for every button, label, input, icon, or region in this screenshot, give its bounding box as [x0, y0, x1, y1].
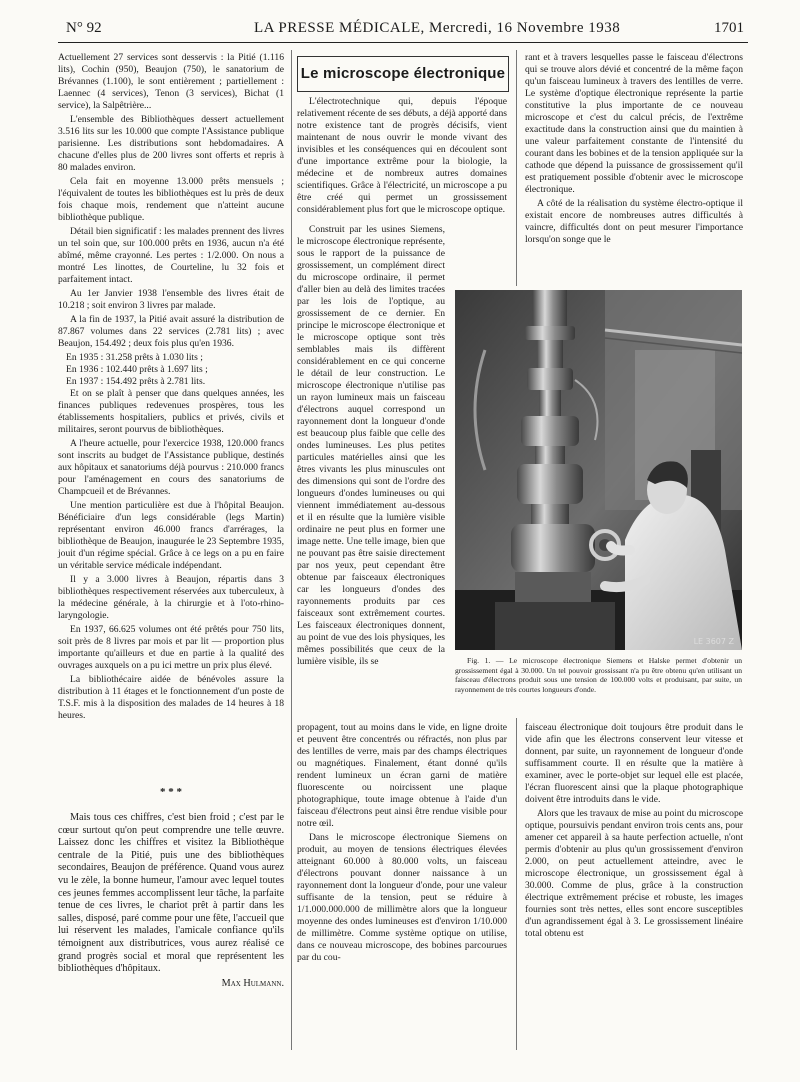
section-separator: * * *	[160, 786, 182, 798]
issue-number: N° 92	[66, 20, 102, 36]
figure-caption	[455, 656, 742, 694]
loans-1935: En 1935 : 31.258 prêts à 1.030 lits ;	[66, 352, 203, 363]
article-title: Le microscope électronique	[300, 65, 506, 82]
caption-text: Fig. 1. — Le microscope électronique Siemens et Halske permet d'obtenir un grossissement égal à 30.000. Un tel pouvoir grossissant n'a pu être obtenu qu'en utilisant un faisceau d'électrons produit sous une tension de 100.000 volts et produisant, par suite, un rayonnement de très courtes longueurs d'onde.	[455, 656, 742, 694]
photo-stamp: LE 3607 Z	[693, 637, 734, 646]
body-paragraph: Construit par les usines Siemens, le microscope électronique représente, sous le rapport de la puissance de grossissement, un complément direct du microscope ordinaire, il permet d'aller bien au delà des limites tracées par les lois de l'optique, au grossissement de ce dernier. En principe le microscope électronique et le microscope optique sont très semblables mais ils diffèrent considérablement en ce qui concerne le détail de leur construction. Le microscope électronique n'utilise pas un rayon lumineux mais un faisceau d'électrons auquel correspond un rayonnement dont la longueur d'onde est beaucoup plus faible que celle des ondes lumineuses. Les plus petites particules matérielles ainsi que les êtres vivants les plus minuscules ont des dimensions qui sont de l'ordre des longueurs d'ondes lumineuses ou qui viennent immédiatement au-dessous et il en résulte que la lumière visible ordinaire ne peut plus en former une image nette. Une telle image, bien que ne pouvant pas être saisie directement par nos yeux, peut cependant être obtenue par faisceaux électroniques car les longueurs d'ondes des rayonnements produits par ces faisceaux sont extrêmement courtes. Les faisceaux électroniques donnent, au point de vue des lois physiques, les mêmes possibilités que ceux de la lumière visible, ils se	[297, 224, 445, 667]
article-title-box	[297, 56, 509, 92]
column-divider-right-bottom	[516, 718, 517, 1050]
paragraph: Cela fait en moyenne 13.000 prêts mensuels ; l'équivalent de toutes les bibliothèques est lu près de deux fois chaque mois, rendement que n'atteint aucune bibliothèque publique.	[58, 176, 284, 223]
masthead: LA PRESSE MÉDICALE, Mercredi, 16 Novembre 1938	[254, 20, 621, 36]
paragraph: Au 1er Janvier 1938 l'ensemble des livres était de 10.218 ; soit environ 3 livres par malade.	[58, 288, 284, 311]
article-intro	[297, 96, 507, 218]
article-right-column-top	[525, 52, 743, 248]
microscope-photograph	[455, 290, 742, 650]
paragraph: La bibliothécaire aidée de bénévoles assure la distribution à 11 étages et le fonctionnement d'un poste de T.S.F. mis à la disposition des malades de 14 heures à 18 heures.	[58, 674, 284, 721]
libraries-article	[58, 52, 284, 724]
body-paragraph: Dans le microscope électronique Siemens on produit, au moyen de tensions électriques élevées atteignant 60.000 à 80.000 volts, un faisceau d'électrons pouvant donner naissance à un rayonnement dont la longueur d'onde, pour une valeur suffisante de la tension, peut se réduire à 1/1.000.000.000 de millimètre alors que la longueur moyenne des ondes lumineuses est d'environ 1/10.000 de millimètre. Comme système optique on utilise, dans ce nouveau microscope, des bobines parcourues par du cou-	[297, 832, 507, 963]
page-header	[58, 18, 744, 44]
header-rule	[58, 42, 748, 43]
column-divider-right-top	[516, 50, 517, 286]
paragraph: Actuellement 27 services sont desservis : la Pitié (1.116 lits), Cochin (950), Beaujon (750), le sanatorium de Brévannes (1.100), le sont entièrement ; partiellement : Laennec (4 services), Tenon (3 services), Bichat (1 service), la Salpêtrière...	[58, 52, 284, 111]
libraries-closing	[58, 812, 284, 992]
body-paragraph: A côté de la réalisation du système électro-optique il existait encore de nombreuses autres difficultés à vaincre, difficultés dont on peut mesurer l'importance lorsqu'on songe que le	[525, 198, 743, 245]
article-body-continued	[297, 722, 507, 966]
loans-1936: En 1936 : 102.440 prêts à 1.697 lits ;	[66, 364, 208, 375]
body-paragraph: propagent, tout au moins dans le vide, en ligne droite et peuvent être concentrés ou réfractés, non plus par des lentilles de verre, mais par des champs électriques ou magnétiques. Finalement, étant donné qu'ils rendent lumineux un écran garni de matière fluorescente ou noircissent une plaque photographique, toute image obtenue à l'aide d'un faisceau d'électrons peut ainsi être rendue visible pour notre œil.	[297, 722, 507, 829]
paragraph: En 1937, 66.625 volumes ont été prêtés pour 750 lits, soit près de 8 livres par mois et par lit — proportion plus importante qu'ailleurs et due en partie à la qualité des ouvrages auxquels on a pu ici mettre un prix plus élevé.	[58, 624, 284, 671]
body-paragraph: rant et à travers lesquelles passe le faisceau d'électrons qui se trouve alors dévié et concentré de la même façon qu'un faisceau lumineux à travers des lentilles de verre. Le système d'optique électronique représente la partie constitutive la plus importante de ce nouveau microscope et c'est du calcul précis, de l'extrême exactitude dans la construction ainsi que du maintien à une valeur parfaitement constante de l'intensité du courant dans les bobines et de la tension appliquée sur la cathode que dépend la puissance de grossissement qu'il est pratiquement possible d'obtenir avec le microscope électronique.	[525, 52, 743, 195]
paragraph: A l'heure actuelle, pour l'exercice 1938, 120.000 francs sont inscrits au budget de l'Assistance publique, destinés aux hôpitaux et sanatoriums déjà pourvus : 210.000 francs pour l'aménagement en cours des sanatoriums de Champcueil et de Brévannes.	[58, 438, 284, 497]
paragraph: Une mention particulière est due à l'hôpital Beaujon. Bénéficiaire d'un legs considérable (legs Martin) représentant environ 46.000 francs d'arrérages, la bibliothèque de Beaujon, inaugurée le 23 Septembre 1935, jouit d'un régime spécial. Grâce à ce legs on a pu en faire un véritable service médicale indépendant.	[58, 500, 284, 571]
paragraph: L'ensemble des Bibliothèques dessert actuellement 3.516 lits sur les 10.000 que compte l'Assistance publique parisienne. Les distributions sont hebdomadaires. A chacune d'elles plus de 200 livres sont offerts et repris à 80 malades environ.	[58, 114, 284, 173]
paragraph: A la fin de 1937, la Pitié avait assuré la distribution de 87.867 volumes dans 22 services (2.781 lits) ; avec Beaujon, 154.492 ; deux fois plus qu'en 1936.	[58, 314, 284, 349]
paragraph: Et on se plaît à penser que dans quelques années, les finances publiques redevenues prospères, tous les établissements hospitaliers, publics et privés, civils et militaires, seront pourvus de bibliothèques.	[58, 388, 284, 435]
author-signature: Max Hulmann.	[221, 977, 284, 989]
article-right-column-bottom	[525, 722, 743, 942]
page-number: 1701	[714, 20, 744, 36]
loans-1937: En 1937 : 154.492 prêts à 2.781 lits.	[66, 376, 206, 387]
body-paragraph: Alors que les travaux de mise au point du microscope optique, poursuivis pendant environ trois cents ans, pour amener cet appareil à sa haute perfection actuelle, n'ont permis d'obtenir au plus qu'un grossissement d'environ 2.000, on peut actuellement atteindre, avec le microscope électronique, un grossissement égal à 30.000. Comme de plus, grâce à la construction électrique extrêmement précise et robuste, les images fournies sont très nettes, elles sont encore susceptibles d'un agrandissement égal à 3. Le grossissement linéaire total obtenu est	[525, 808, 743, 939]
closing-paragraph: Mais tous ces chiffres, c'est bien froid ; c'est par le cœur surtout qu'on peut comprendre une telle œuvre. Laissez donc les chiffres et visitez la Bibliothèque centrale de la Pitié, puis une des bibliothèques secondaires, Beaujon de préférence. Quand vous aurez vu le zèle, la bonne humeur, l'amour avec lequel toutes ces jeunes femmes accomplissent leur tâche, la parfaite tenue de ces livres, le chariot prêt à partir dans les salles, disposé, paré comme pour une fête, l'accueil que lui réservent les malades, l'amicale confiance qu'ils témoignent aux distributrices, vous aurez réalisé ce grand progrès social et moral que représentent les bibliothèques d'hôpitaux.	[58, 812, 284, 975]
column-divider-left	[291, 50, 292, 1050]
intro-paragraph: L'électrotechnique qui, depuis l'époque relativement récente de ses débuts, a déjà apporté dans notre existence tant de progrès décisifs, vient maintenant de nous ouvrir le monde vivant des invisibles et les conséquences qui en découlent sont d'une importance extrême pour la biologie, la médecine et de nombreux autres domaines scientifiques. Grâce à l'électricité, un microscope a pu être créé qui permet un grossissement considérablement plus fort que le microscope optique.	[297, 96, 507, 215]
microscope-illustration	[455, 290, 742, 650]
paragraph: Il y a 3.000 livres à Beaujon, répartis dans 3 bibliothèques respectivement réservées aux tuberculeux, à la médecine générale, à la chirurgie et à l'oto-rhino-laryngologie.	[58, 574, 284, 621]
article-body-narrow	[297, 224, 445, 670]
body-paragraph: faisceau électronique doit toujours être produit dans le vide afin que les électrons conservent leur vitesse et donnent, par suite, un rayonnement de longueur d'onde suffisamment courte. Il en résulte que la matière à examiner, avec le porte-objet sur lequel elle est placée, l'écran fluorescent ainsi que la plaque photographique doivent être introduits dans le vide.	[525, 722, 743, 805]
paragraph: Détail bien significatif : les malades prennent des livres un tel soin que, sur 100.000 prêts en 1936, aucun n'a été abîmé, même crayonné. Les pertes : 1/2.000. On nous a montré Les linottes, de Courteline, lu 32 fois et parfaitement intact.	[58, 226, 284, 285]
